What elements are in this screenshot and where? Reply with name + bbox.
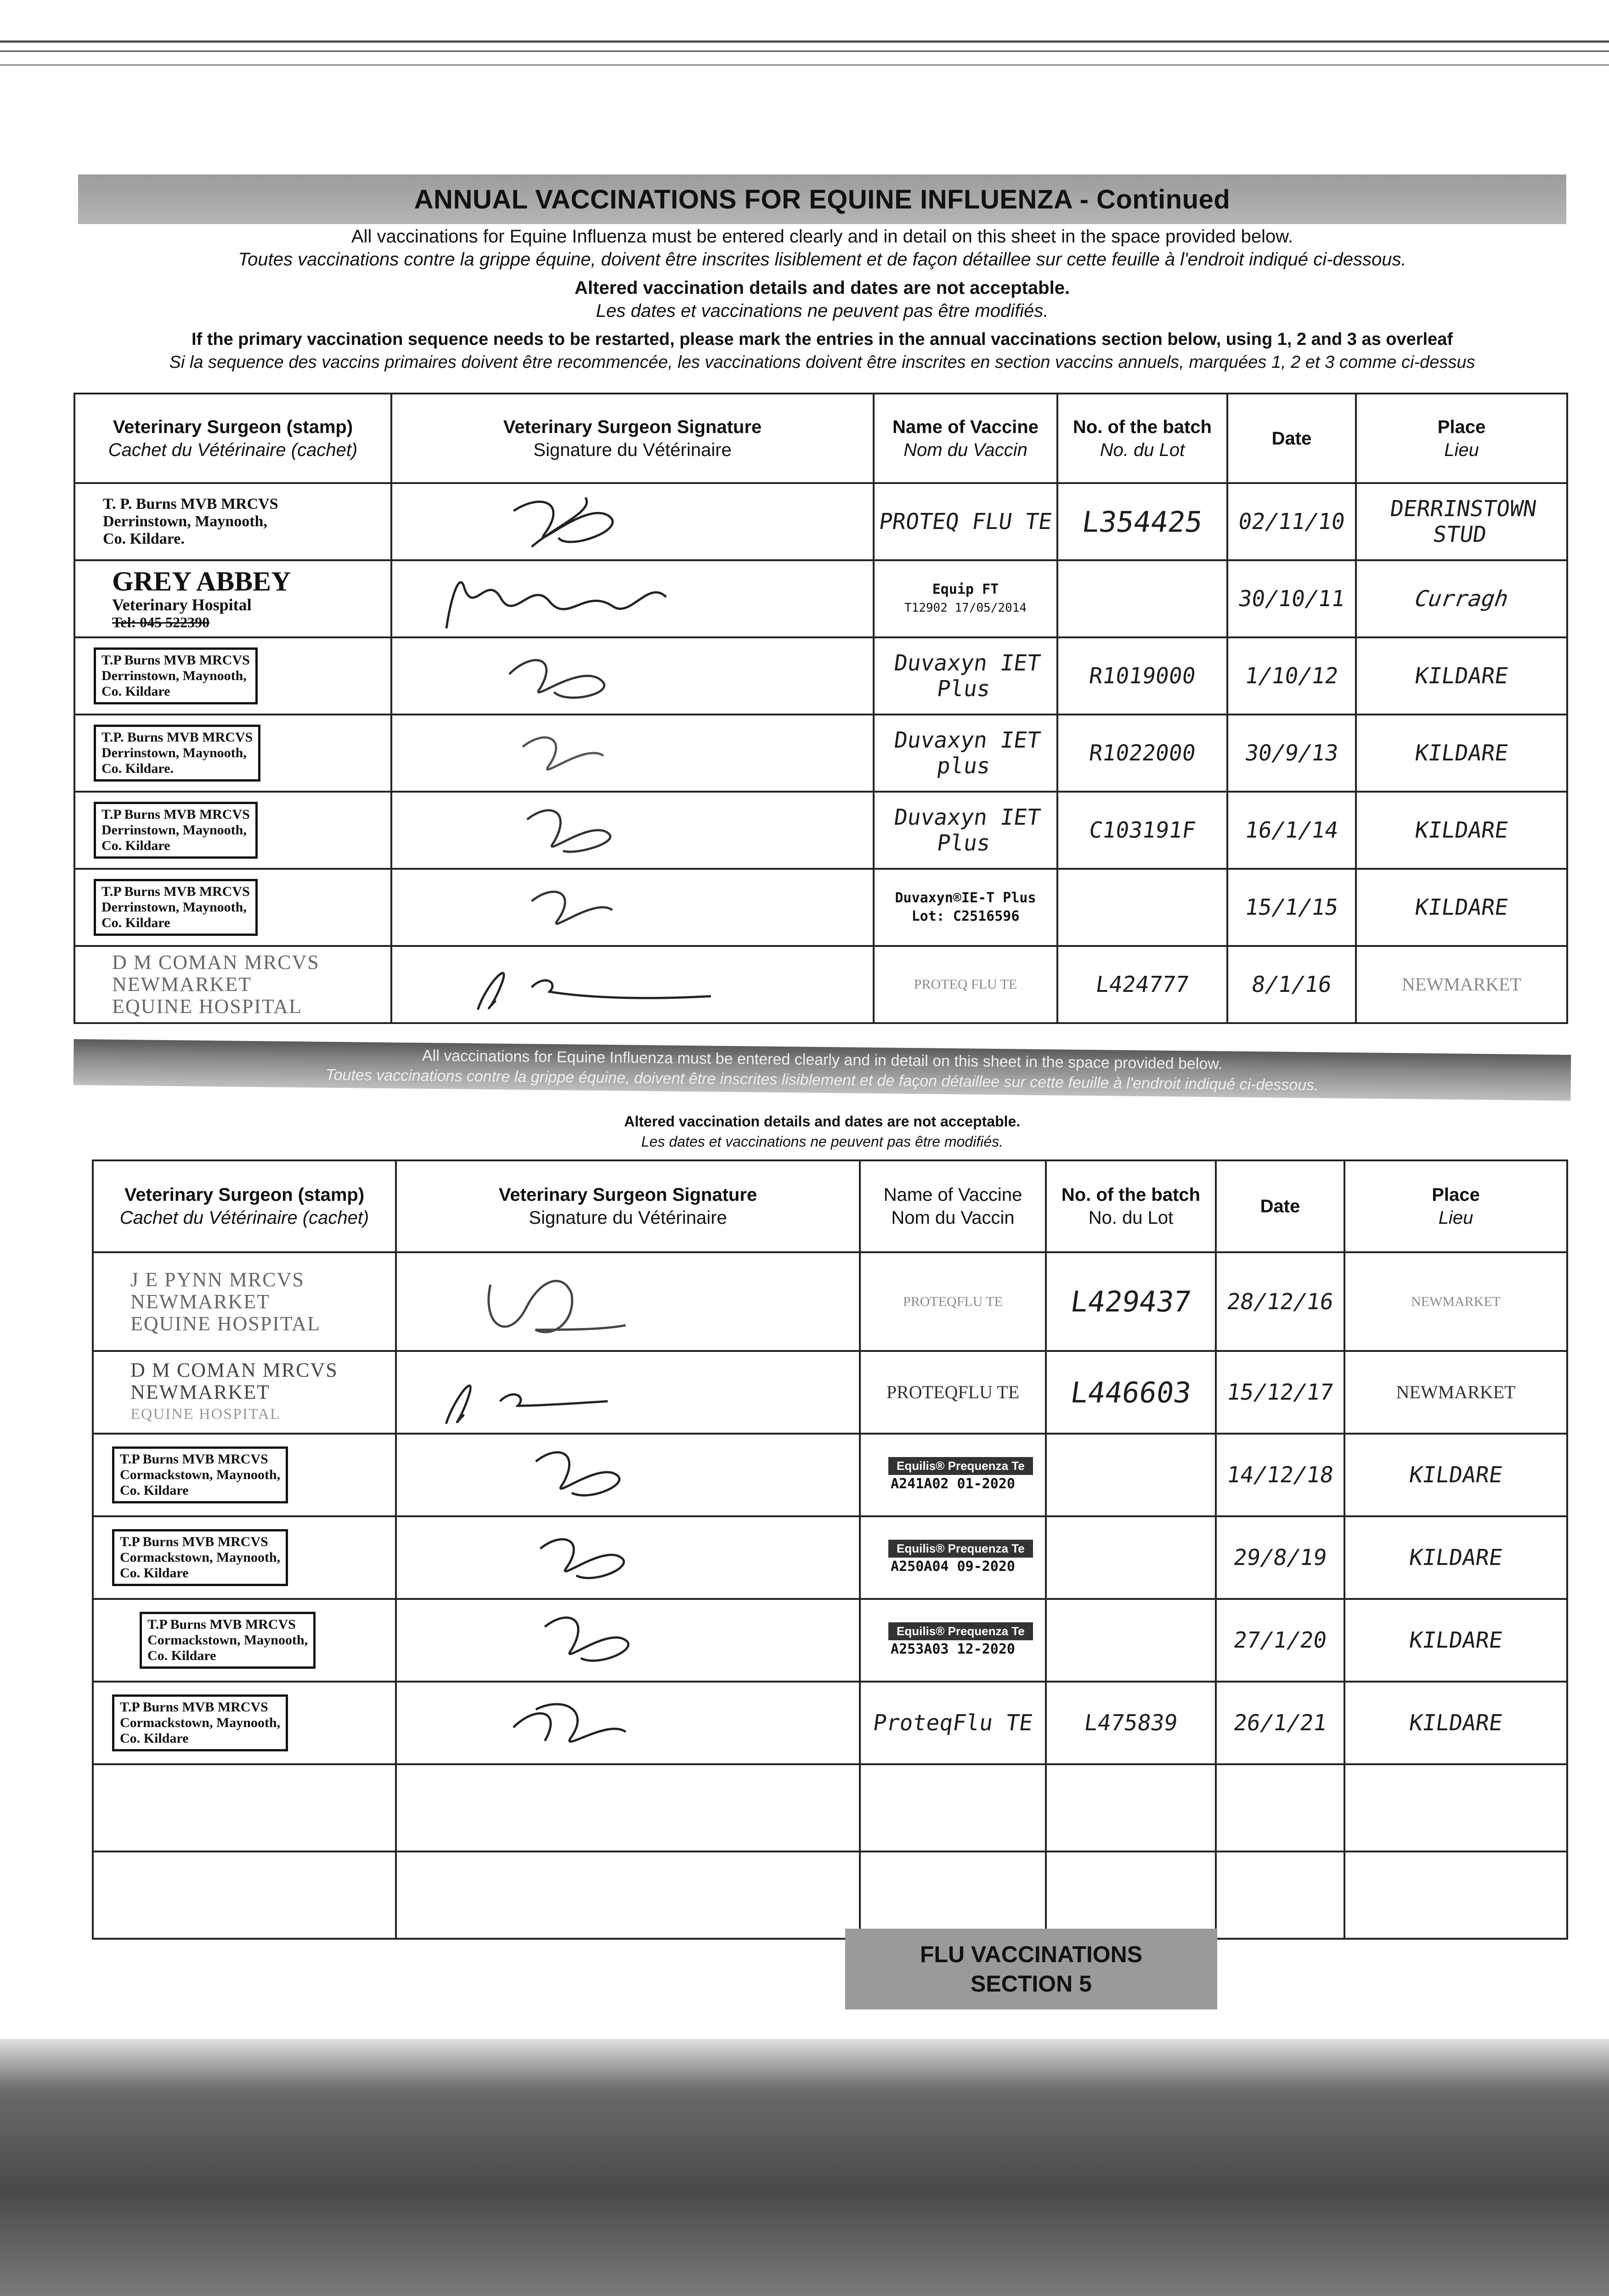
- instruction-en: All vaccinations for Equine Influenza must be entered clearly and in detail on this sheet in the space provided below.: [351, 226, 1293, 247]
- signature-cell: [396, 1516, 860, 1599]
- signature-scribble: [397, 1517, 859, 1598]
- col-batch-header: No. of the batch No. du Lot: [1057, 394, 1227, 483]
- vaccine-cell: Duvaxyn IET Plus: [874, 792, 1057, 869]
- place-cell: [1344, 1851, 1567, 1939]
- signature-cell: [391, 637, 874, 715]
- restart-note-fr: Si la sequence des vaccins primaires doivent être recommencée, les vaccinations doivent être inscrites en section vaccins annuels, marquées 1, 2 et 3 comme ci-dessus: [169, 353, 1475, 372]
- place-cell: KILDARE: [1356, 869, 1567, 946]
- signature-scribble: [392, 484, 873, 559]
- signature-cell: [396, 1434, 860, 1516]
- signature-cell: [391, 483, 874, 560]
- col-place-header: Place Lieu: [1344, 1160, 1567, 1252]
- signature-scribble: [397, 1435, 859, 1515]
- place-cell: [1344, 1764, 1567, 1851]
- vaccination-table-1: [73, 393, 1568, 1024]
- stamp-cell: [74, 715, 391, 792]
- batch-cell: L429437: [1046, 1252, 1216, 1351]
- scan-line: [0, 64, 1609, 66]
- batch-cell: C103191F: [1057, 792, 1227, 869]
- vaccine-cell: PROTEQ FLU TE: [874, 483, 1057, 560]
- date-cell: 8/1/16: [1227, 946, 1356, 1023]
- vet-stamp: D M COMAN MRCVS NEWMARKET EQUINE HOSPITAL: [130, 1359, 338, 1423]
- batch-cell: [1046, 1516, 1216, 1599]
- vaccination-table-2: [92, 1159, 1568, 1940]
- signature-cell: [391, 792, 874, 869]
- table-header-row: [74, 394, 1567, 483]
- col-stamp-header: Veterinary Surgeon (stamp) Cachet du Vétérinaire (cachet): [93, 1160, 396, 1252]
- scan-line: [0, 51, 1609, 52]
- signature-cell: [391, 715, 874, 792]
- vet-stamp: T.P Burns MVB MRCVS Cormackstown, Maynooth, Co. Kildare: [112, 1446, 288, 1503]
- vaccine-cell: Duvaxyn IET Plus: [874, 637, 1057, 715]
- col-vaccine-header: Name of Vaccine Nom du Vaccin: [860, 1160, 1046, 1252]
- col-date-header: Date: [1227, 394, 1356, 483]
- place-cell: KILDARE: [1344, 1682, 1567, 1764]
- vet-stamp: J E PYNN MRCVS NEWMARKET EQUINE HOSPITAL: [130, 1268, 321, 1335]
- signature-scribble: [392, 715, 873, 791]
- signature-scribble: [397, 1683, 859, 1763]
- vaccine-cell: ProteqFlu TE: [860, 1682, 1046, 1764]
- place-cell: KILDARE: [1356, 715, 1567, 792]
- batch-cell: R1019000: [1057, 637, 1227, 715]
- date-cell: 26/1/21: [1216, 1682, 1344, 1764]
- stamp-cell: [93, 1851, 396, 1939]
- signature-cell: [396, 1851, 860, 1939]
- stamp-cell: [74, 792, 391, 869]
- table-row: [74, 869, 1567, 946]
- signature-cell: [396, 1599, 860, 1682]
- batch-cell: [1046, 1599, 1216, 1682]
- date-cell: 28/12/16: [1216, 1252, 1344, 1351]
- vet-stamp: T.P Burns MVB MRCVS Derrinstown, Maynooth, Co. Kildare: [94, 647, 258, 704]
- date-cell: 27/1/20: [1216, 1599, 1344, 1682]
- vet-stamp: T.P Burns MVB MRCVS Derrinstown, Maynooth, Co. Kildare: [94, 879, 258, 936]
- batch-cell: R1022000: [1057, 715, 1227, 792]
- place-cell: NEWMARKET: [1356, 946, 1567, 1023]
- signature-cell: [391, 946, 874, 1023]
- vaccine-cell: Duvaxyn IET plus: [874, 715, 1057, 792]
- vaccine-cell: PROTEQ FLU TE: [874, 946, 1057, 1023]
- table-row: [93, 1682, 1567, 1764]
- table-row: [74, 715, 1567, 792]
- table-row: [93, 1599, 1567, 1682]
- batch-cell: [1057, 560, 1227, 637]
- vaccine-cell: [860, 1851, 1046, 1939]
- scan-shadow: [0, 2039, 1609, 2296]
- col-signature-header: Veterinary Surgeon Signature Signature du Vétérinaire: [396, 1160, 860, 1252]
- vet-stamp: T.P Burns MVB MRCVS Cormackstown, Maynooth, Co. Kildare: [112, 1694, 288, 1751]
- stamp-cell: [93, 1682, 396, 1764]
- stamp-cell: [74, 560, 391, 637]
- stamp-cell: [74, 869, 391, 946]
- table-header-row: [93, 1160, 1567, 1252]
- vaccine-cell: Duvaxyn®IE-T Plus Lot: C2516596: [874, 869, 1057, 946]
- batch-cell: L424777: [1057, 946, 1227, 1023]
- col-place-header: Place Lieu: [1356, 394, 1567, 483]
- altered-warning-en: Altered vaccination details and dates are not acceptable.: [574, 278, 1070, 298]
- place-cell: DERRINSTOWN STUD: [1356, 483, 1567, 560]
- date-cell: 1/10/12: [1227, 637, 1356, 715]
- place-cell: KILDARE: [1356, 792, 1567, 869]
- altered-warning-fr: Les dates et vaccinations ne peuvent pas être modifiés.: [596, 301, 1049, 321]
- table-row-empty: [93, 1764, 1567, 1851]
- vaccine-cell: [860, 1764, 1046, 1851]
- vaccine-cell: Equilis® Prequenza Te A241A02 01-2020: [860, 1434, 1046, 1516]
- date-cell: [1216, 1851, 1344, 1939]
- signature-scribble: [397, 1352, 859, 1433]
- col-stamp-header: Veterinary Surgeon (stamp) Cachet du Vétérinaire (cachet): [74, 394, 391, 483]
- signature-scribble: [392, 793, 873, 868]
- date-cell: [1216, 1764, 1344, 1851]
- table-row: [93, 1252, 1567, 1351]
- vet-stamp: T.P. Burns MVB MRCVS Derrinstown, Maynooth, Co. Kildare.: [94, 725, 260, 782]
- restart-note-en: If the primary vaccination sequence needs to be restarted, please mark the entries in the annual vaccinations section below, using 1, 2 and 3 as overleaf: [191, 330, 1453, 349]
- stamp-cell: [93, 1351, 396, 1434]
- scan-line: [0, 40, 1609, 43]
- vaccine-cell: Equilis® Prequenza Te A253A03 12-2020: [860, 1599, 1046, 1682]
- signature-cell: [396, 1351, 860, 1434]
- table-row: [93, 1434, 1567, 1516]
- col-batch-header: No. of the batch No. du Lot: [1046, 1160, 1216, 1252]
- date-cell: 16/1/14: [1227, 792, 1356, 869]
- vet-stamp: T. P. Burns MVB MRCVS Derrinstown, Maynooth, Co. Kildare.: [103, 495, 278, 547]
- table-row: [74, 946, 1567, 1023]
- vaccine-cell: PROTEQFLU TE: [860, 1351, 1046, 1434]
- place-cell: KILDARE: [1356, 637, 1567, 715]
- table-row: [74, 637, 1567, 715]
- place-cell: KILDARE: [1344, 1434, 1567, 1516]
- date-cell: 15/1/15: [1227, 869, 1356, 946]
- batch-cell: L446603: [1046, 1351, 1216, 1434]
- section-footer-label: FLU VACCINATIONS SECTION 5: [845, 1929, 1217, 2009]
- section-title: ANNUAL VACCINATIONS FOR EQUINE INFLUENZA - Continued: [78, 174, 1566, 224]
- batch-cell: [1057, 869, 1227, 946]
- place-cell: KILDARE: [1344, 1516, 1567, 1599]
- stamp-cell: [93, 1599, 396, 1682]
- place-cell: Curragh: [1356, 560, 1567, 637]
- batch-cell: [1046, 1434, 1216, 1516]
- col-signature-header: Veterinary Surgeon Signature Signature du Vétérinaire: [391, 394, 874, 483]
- place-cell: NEWMARKET: [1344, 1252, 1567, 1351]
- signature-cell: [391, 869, 874, 946]
- stamp-cell: [74, 483, 391, 560]
- stamp-cell: [93, 1252, 396, 1351]
- table-row: [93, 1351, 1567, 1434]
- table-row: [74, 792, 1567, 869]
- table-row: [74, 483, 1567, 560]
- place-cell: KILDARE: [1344, 1599, 1567, 1682]
- batch-cell: [1046, 1851, 1216, 1939]
- stamp-cell: [93, 1434, 396, 1516]
- instructions-2: Altered vaccination details and dates are not acceptable. Les dates et vaccinations ne peuvent pas être modifiés.: [624, 1113, 1021, 1150]
- date-cell: 14/12/18: [1216, 1434, 1344, 1516]
- place-cell: NEWMARKET: [1344, 1351, 1567, 1434]
- stamp-cell: [93, 1764, 396, 1851]
- col-vaccine-header: Name of Vaccine Nom du Vaccin: [874, 394, 1057, 483]
- signature-scribble: [397, 1253, 859, 1350]
- batch-cell: L475839: [1046, 1682, 1216, 1764]
- signature-scribble: [392, 870, 873, 945]
- vet-stamp: D M COMAN MRCVS NEWMARKET EQUINE HOSPITAL: [112, 951, 320, 1018]
- signature-cell: [396, 1764, 860, 1851]
- signature-scribble: [392, 638, 873, 714]
- vet-stamp: T.P Burns MVB MRCVS Cormackstown, Maynooth, Co. Kildare: [112, 1529, 288, 1586]
- signature-cell: [391, 560, 874, 637]
- table-row-empty: [93, 1851, 1567, 1939]
- vet-stamp: T.P Burns MVB MRCVS Cormackstown, Maynooth, Co. Kildare: [140, 1612, 316, 1669]
- vaccine-cell: Equilis® Prequenza Te A250A04 09-2020: [860, 1516, 1046, 1599]
- folded-banner: All vaccinations for Equine Influenza must be entered clearly and in detail on this sheet in the space provided below. Toutes vaccinations contre la grippe équine, doivent être inscrites lisiblement et de façon détaillee sur cette feuille à l'endroit indiqué ci-dessous.: [73, 1039, 1571, 1101]
- signature-scribble: [392, 947, 873, 1022]
- vet-stamp: T.P Burns MVB MRCVS Derrinstown, Maynooth, Co. Kildare: [94, 802, 258, 859]
- vet-stamp: GREY ABBEY Veterinary Hospital Tel: 045 522390: [112, 566, 291, 630]
- table-row: [74, 560, 1567, 637]
- stamp-cell: [93, 1516, 396, 1599]
- signature-scribble: [392, 561, 873, 636]
- batch-cell: L354425: [1057, 483, 1227, 560]
- date-cell: 29/8/19: [1216, 1516, 1344, 1599]
- vaccine-cell: Equip FT T12902 17/05/2014: [874, 560, 1057, 637]
- date-cell: 15/12/17: [1216, 1351, 1344, 1434]
- col-date-header: Date: [1216, 1160, 1344, 1252]
- table-row: [93, 1516, 1567, 1599]
- signature-cell: [396, 1252, 860, 1351]
- date-cell: 02/11/10: [1227, 483, 1356, 560]
- batch-cell: [1046, 1764, 1216, 1851]
- signature-scribble: [397, 1600, 859, 1681]
- vaccine-cell: PROTEQFLU TE: [860, 1252, 1046, 1351]
- signature-cell: [396, 1682, 860, 1764]
- instructions: [78, 225, 1566, 374]
- date-cell: 30/9/13: [1227, 715, 1356, 792]
- stamp-cell: [74, 946, 391, 1023]
- stamp-cell: [74, 637, 391, 715]
- instruction-fr: Toutes vaccinations contre la grippe équine, doivent être inscrites lisiblement et de façon détaillee sur cette feuille à l'endroit indiqué ci-dessous.: [238, 249, 1406, 270]
- date-cell: 30/10/11: [1227, 560, 1356, 637]
